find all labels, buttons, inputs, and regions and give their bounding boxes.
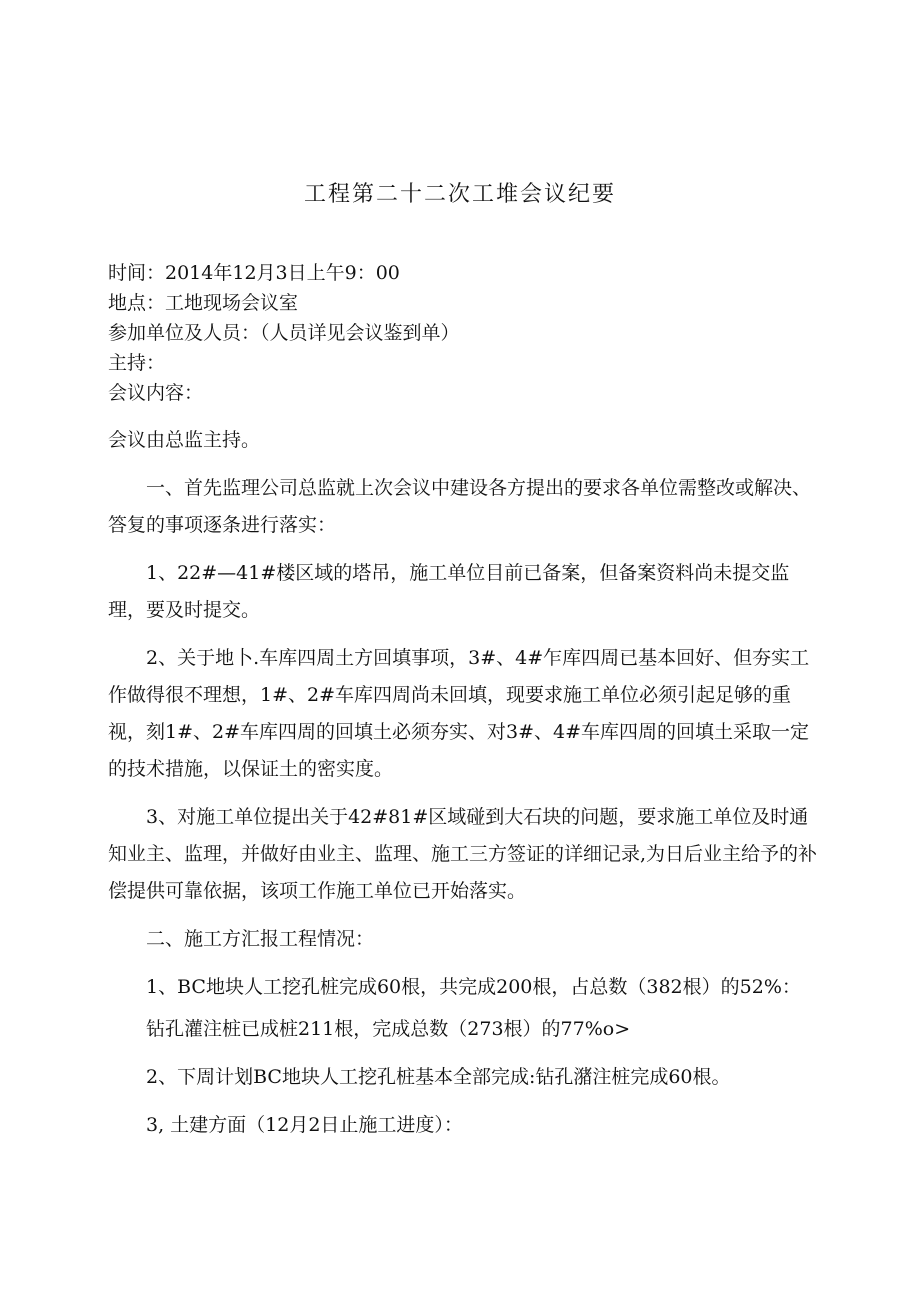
meeting-content-heading: 会议内容： [108,382,204,404]
meeting-location: 地点：工地现场会议室 [108,292,299,314]
paragraph-section-one: 一、首先监理公司总监就上次会议中建设各方提出的要求各单位需整改或解决、答复的事项逐条进行落实： [108,477,812,536]
paragraph-report-1-cont: 钻孔灌注桩已成桩211根，完成总数（273根）的77%o> [146,1018,631,1040]
paragraph-item-2: 2、关于地卜.车库四周土方回填事项，3#、4#乍库四周已基本回好、但夯实工作做得很不理想，1#、2#车库四周尚未回填，现要求施工单位必须引起足够的重视，刻1#、2#车库四周的回填土必须夯实、对3#、4#车库四周的回填土采取一定的技术措施，以保证土的密实度。 [108,647,810,780]
paragraph-report-1: 1、BC地块人工挖孔桩完成60根，共完成200根，占总数（382根）的52%： [146,976,801,998]
paragraph-section-two: 二、施工方汇报工程情况： [146,928,375,950]
meeting-meta [108,258,828,408]
meeting-time: 时间：2014年12月3日上午9：00 [108,262,400,284]
paragraph-intro: 会议由总监主持。 [108,429,261,451]
meeting-body [108,422,824,1155]
paragraph-report-2: 2、下周计划BC地块人工挖孔桩基本全部完成:钻孔潴注桩完成60根。 [146,1066,731,1088]
meeting-attendees: 参加单位及人员：（人员详见会议鉴到单） [108,322,460,344]
paragraph-item-1: 1、22#—41#楼区域的塔吊，施工单位目前已备案，但备案资料尚未提交监理，要及时提交。 [108,562,790,621]
paragraph-item-3: 3、对施工单位提出关于42#81#区域碰到大石块的问题，要求施工单位及时通知业主、监理，并做好由业主、监理、施工三方签证的详细记录,为日后业主给予的补偿提供可靠依据，该项工作施工单位已开始落实。 [108,806,818,902]
meeting-host: 主持： [108,352,166,374]
document-title: 工程第二十二次工堆会议纪要 [303,182,616,207]
paragraph-report-3: 3, 土建方面（12月2日止施工进度）： [146,1114,463,1136]
